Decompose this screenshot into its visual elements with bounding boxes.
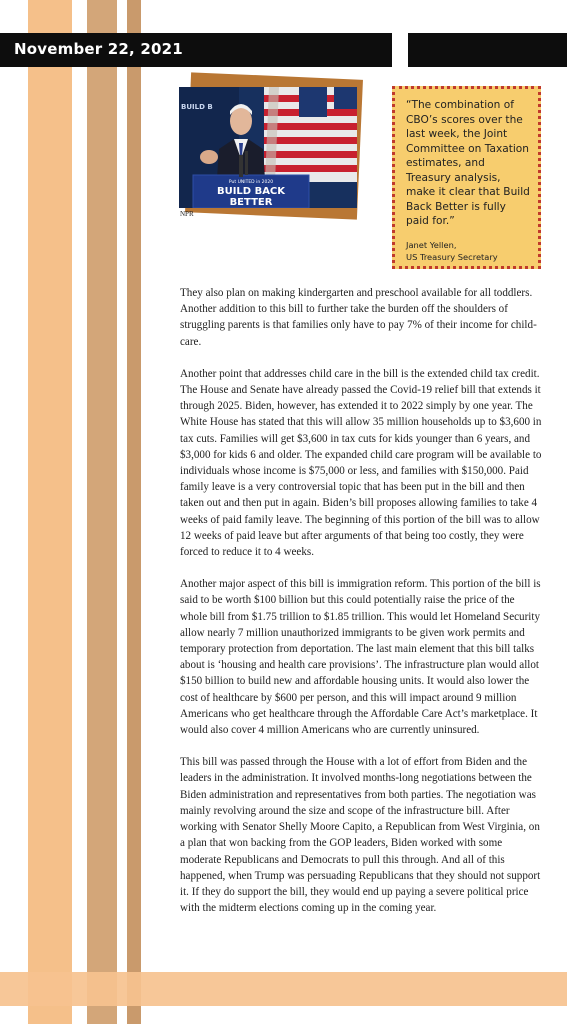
pull-quote-text: “The combination of CBO’s scores over the last week, the Joint Committee on Taxation estimates, and Treasury analysis, make it clear that Build Back Better is fully paid for.” — [406, 99, 530, 227]
article-photo — [179, 87, 357, 208]
quote-author-title: US Treasury Secretary — [406, 251, 498, 262]
article-body — [180, 285, 544, 932]
page-date: November 22, 2021 — [14, 40, 183, 58]
header-bar-right — [408, 33, 567, 67]
sign-small-text: Put UNITED in 2020 — [228, 180, 274, 185]
pull-quote-attribution — [406, 239, 530, 263]
article-paragraph: This bill was passed through the House with a lot of effort from Biden and the leaders in the administration. It involved months-long negotiations between the Biden administration and representatives from both parties. The negotiation was mainly revolving around the size and scope of the infrastructure bill. After working with Senator Shelly Moore Capito, a Republican from West Virginia, on a plan that won backing from the GOP leaders, Biden worked with some moderate Republicans and Democrats to pull this through. And all of this happened, when Trump was persuading Republicans that they should not support it. If they do support the bill, they would end up paying a severe political price with the midterm elections coming up in the coming year. — [180, 756, 541, 915]
article-paragraph: Another major aspect of this bill is immigration reform. This portion of the bill is said to be worth $100 billion but this could potentially raise the price of the whole bill from $1.75 trillion to $1.85 trillion. This would let Homeland Security allow nearly 7 million unauthorized immigrants to be given work permits and temporary protection from deportation. The last main element that this bill talks about is ‘housing and health care provisions’. The infrastructure plan would allot $150 billion to build new and affordable housing units. It would also lower the cost of healthcare by $600 per person, and this will impact around 9 million Americans who get healthcare through the Affordable Care Act’s marketplace. It would also cover 4 million Americans who are currently uninsured. — [180, 578, 541, 737]
article-paragraph: They also plan on making kindergarten and preschool available for all toddlers. Another addition to this bill to further take the burden off the shoulders of struggling parents is that families only have to pay 7% of their income for child-care. — [180, 287, 537, 348]
photo-credit: NPR — [180, 210, 194, 218]
sign-line-2: BETTER — [229, 197, 273, 208]
decorative-bottom-band — [0, 972, 567, 1006]
background-sign-text: BUILD B — [181, 103, 213, 111]
decorative-stripe-dark — [127, 0, 141, 1024]
photo-illustration — [179, 87, 357, 208]
pull-quote-box — [392, 86, 541, 269]
decorative-stripe-mid — [87, 0, 117, 1024]
decorative-stripe-light — [28, 0, 72, 1024]
sign-line-1: BUILD BACK — [216, 186, 286, 197]
quote-author-name: Janet Yellen, — [406, 239, 457, 250]
article-paragraph: Another point that addresses child care in the bill is the extended child tax credit. The House and Senate have already passed the Covid-19 relief bill that extends it through 2025. Biden, however, has extended it to 2022 simply by one year. The White House has stated that this will allow 35 million households up to $3,600 in tax cuts. Families will get $3,600 in tax cuts for kids younger than 6 years, and $3,000 for kids 6 and older. The expanded child care program will be available to individuals whose income is $75,000 or less, and families with $150,000. Paid family leave is a very controversial topic that has been put in the bill and then taken out and then put in again. Biden’s bill proposes allowing families to take 4 weeks of paid family leave. The beginning of this portion of the bill was to allow 12 weeks of paid leave but after arguments of that being too costly, they were forced to reduce it to 4 weeks. — [180, 367, 542, 559]
